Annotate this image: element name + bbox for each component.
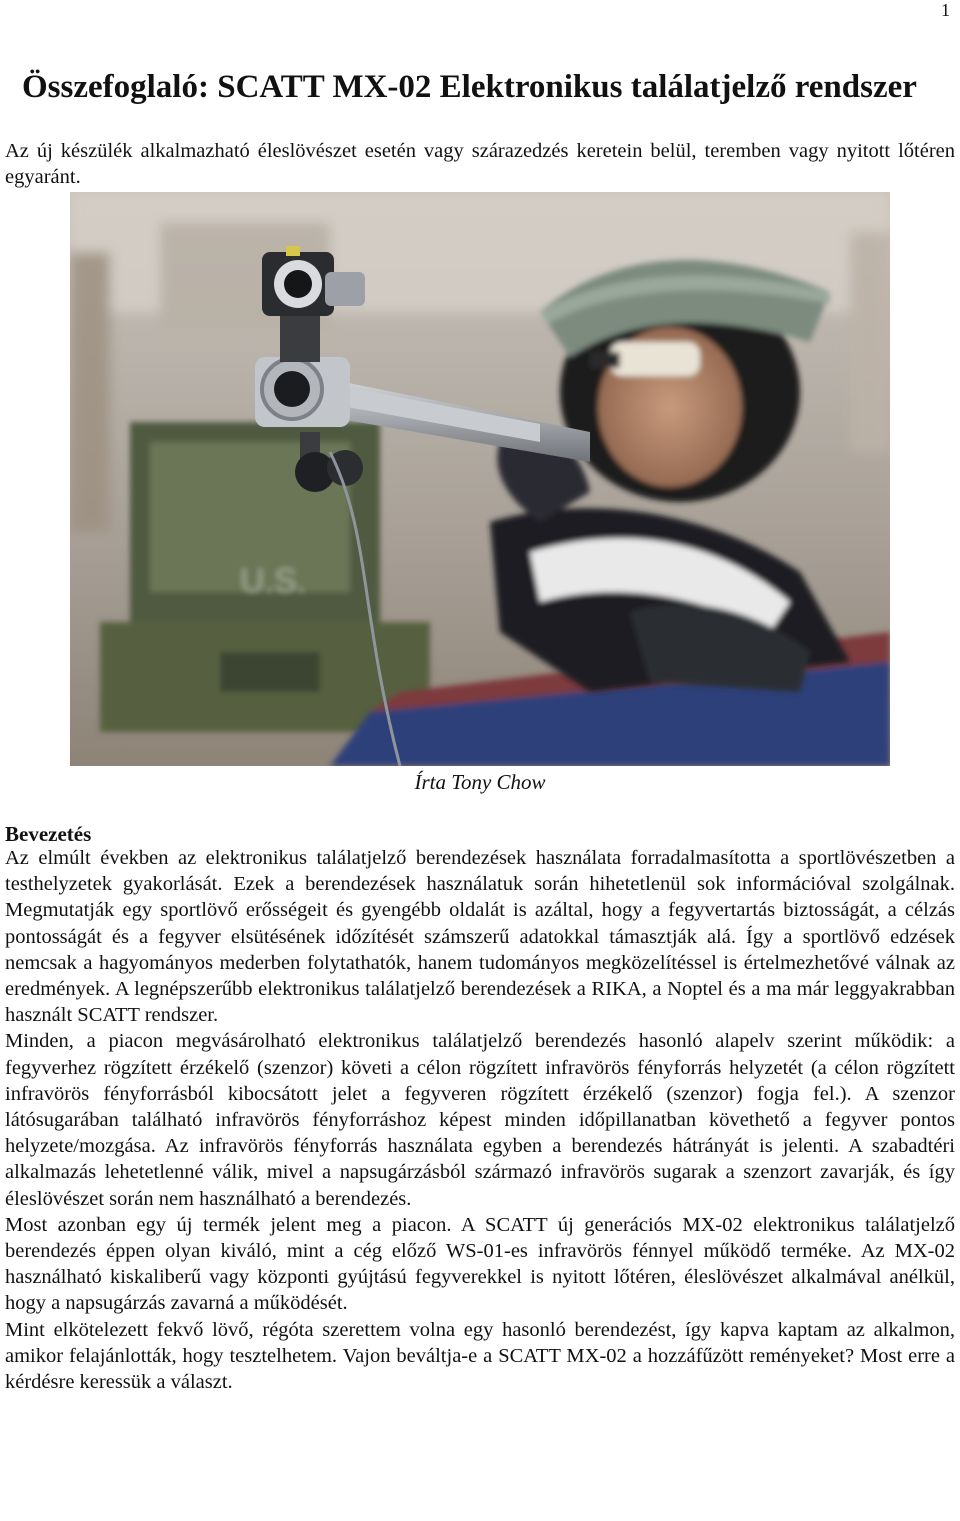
body-text	[5, 845, 955, 1395]
svg-text:U.S.: U.S.	[240, 562, 307, 600]
page-number: 1	[941, 0, 950, 20]
paragraph: Minden, a piacon megvásárolható elektronikus találatjelző berendezés hasonló alapelv szerint működik: a fegyverhez rögzített érzékelő (szenzor) követi a célon rögzített infravörös fényforrás helyzetét (a célon rögzített infravörös fényforrásból kibocsátott jelet a fegyveren rögzített érzékelő (szenzor) fogja fel.). A szenzor látósugarában található infravörös fényforráshoz képest minden időpillanatban követhető a fegyver pontos helyzete/mozgása. Az infravörös fényforrás használata egyben a berendezés hátrányát is jelenti. A szabadtéri alkalmazás lehetetlenné válik, mivel a napsugárzásból származó infravörös sugarak a szenzort zavarják, és így éleslövészet során nem használható a berendezés.	[5, 1030, 955, 1210]
intro-text: Az új készülék alkalmazható éleslövészet esetén vagy szárazedzés keretein belül, teremben vagy nyitott lőtéren egyaránt.	[5, 140, 955, 189]
paragraph: Most azonban egy új termék jelent meg a piacon. A SCATT új generációs MX-02 elektronikus találatjelző berendezés éppen olyan kiváló, mint a cég előző WS-01-es infravörös fénnyel működő terméke. Az MX-02 használható kiskaliberű vagy központi gyújtású fegyverekkel is nyitott lőtéren, éleslövészet alkalmával anélkül, hogy a napsugárzás zavarná a működését.	[5, 1213, 955, 1315]
paragraph: Mint elkötelezett fekvő lövő, régóta szerettem volna egy hasonló berendezést, így kapva kaptam az alkalmon, amikor felajánlották, hogy tesztelhetem. Vajon beváltja-e a SCATT MX-02 a hozzáfűzött reményeket? Most erre a kérdésre keressük a választ.	[5, 1318, 955, 1394]
author-caption: Írta Tony Chow	[414, 770, 546, 794]
photo-prone-shooter	[70, 192, 890, 766]
section-heading: Bevezetés	[5, 822, 92, 846]
paragraph: Az elmúlt években az elektronikus találatjelző berendezések használata forradalmasította a sportlövészetben a testhelyzetek gyakorlását. Ezek a berendezések használatuk során hihetetlenül sok információval szolgálnak. Megmutatják egy sportlövő erősségeit és gyengébb oldalát is azáltal, hogy a fegyvertartás biztosságát, a célzás pontosságát és a fegyver elsütésének időzítését számszerű adatokkal támasztják alá. Így a sportlövő edzések nemcsak a hagyományos mederben folytathatók, hanem tudományos megközelítéssel is értelmezhetővé válnak az eredmények. A legnépszerűbb elektronikus találatjelző berendezések a RIKA, a Noptel és a ma már leggyakrabban használt SCATT rendszer.	[5, 847, 955, 1027]
document-title: Összefoglaló: SCATT MX-02 Elektronikus találatjelző rendszer	[22, 69, 917, 105]
